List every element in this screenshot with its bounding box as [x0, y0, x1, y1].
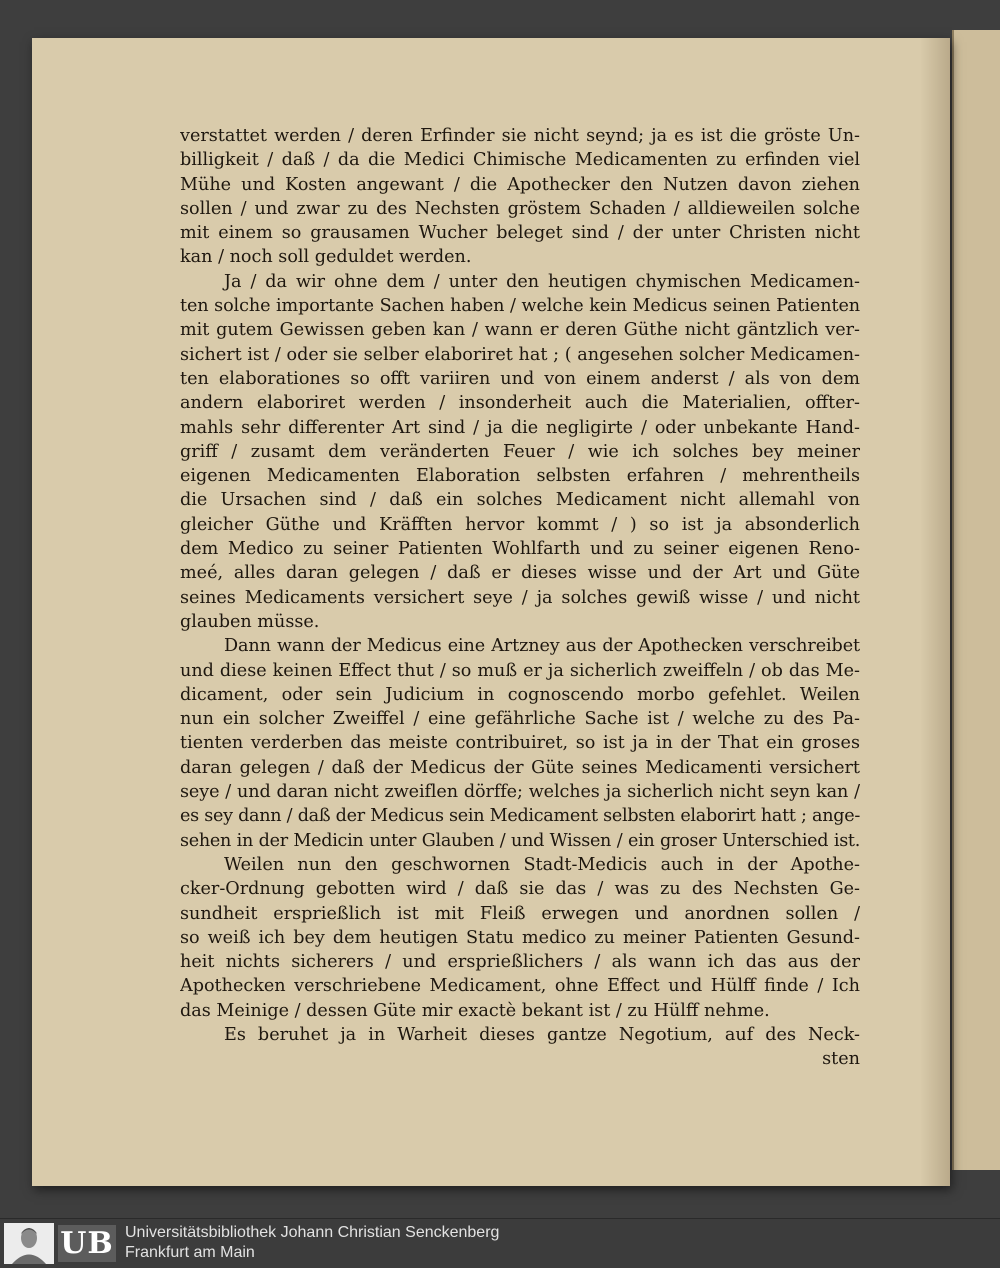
text-line: sollen / und zwar zu des Nechsten gröstem Schaden / alldieweilen solche	[180, 198, 860, 219]
text-line: kan / noch soll geduldet werden.	[180, 247, 472, 268]
text-line: so weiß ich bey dem heutigen Statu medico zu meiner Patienten Gesund-	[180, 927, 860, 948]
text-line: und diese keinen Effect thut / so muß er ja sicherlich zweiffeln / ob das Me-	[180, 660, 860, 681]
text-line: gleicher Güthe und Kräfften hervor kommt / ) so ist ja absonderlich	[180, 514, 860, 535]
document-page	[32, 38, 950, 1186]
paragraph-start-line: Dann wann der Medicus eine Artzney aus der Apothecken verschreibet	[224, 636, 860, 657]
text-line: eigenen Medicamenten Elaboration selbsten erfahren / mehrentheils	[180, 466, 860, 487]
text-line: meé, alles daran gelegen / daß er dieses wisse und der Art und Güte	[180, 563, 860, 584]
text-line: Mühe und Kosten angewant / die Apothecker den Nutzen davon ziehen	[180, 174, 860, 195]
text-line: daran gelegen / daß der Medicus der Güte seines Medicamenti versichert	[180, 757, 860, 778]
text-line: mit einem so grausamen Wucher beleget sind / der unter Christen nicht	[180, 223, 860, 244]
portrait-icon	[4, 1223, 54, 1264]
text-line: seines Medicaments versichert seye / ja solches gewiß wisse / und nicht	[180, 587, 860, 608]
text-line: dicament, oder sein Judicium in cognoscendo morbo gefehlet. Weilen	[180, 684, 860, 705]
library-logo	[4, 1223, 116, 1264]
text-line: dem Medico zu seiner Patienten Wohlfarth und zu seiner eigenen Reno-	[180, 539, 860, 560]
text-line: Apothecken verschriebene Medicament, ohne Effect und Hülff finde / Ich	[180, 976, 860, 997]
text-line: cker-Ordnung gebotten wird / daß sie das / was zu des Nechsten Ge-	[180, 879, 860, 900]
text-line: billigkeit / daß / da die Medici Chimische Medicamenten zu erfinden viel	[180, 150, 860, 171]
text-line: die Ursachen sind / daß ein solches Medicament nicht allemahl von	[180, 490, 860, 511]
catchword: sten	[822, 1049, 860, 1070]
text-line: seye / und daran nicht zweiflen dörffe; welches ja sicherlich nicht seyn kan /	[180, 782, 860, 803]
body-text	[180, 124, 860, 1072]
text-line: das Meinige / dessen Güte mir exactè bekant ist / zu Hülff nehme.	[180, 1000, 770, 1021]
text-line: mahls sehr differenter Art sind / ja die negligirte / oder unbekante Hand-	[180, 417, 860, 438]
text-line: verstattet werden / deren Erfinder sie nicht seynd; ja es ist die gröste Un-	[180, 126, 860, 146]
text-line: sehen in der Medicin unter Glauben / und Wissen / ein groser Unterschied ist.	[180, 830, 860, 851]
text-line: glauben müsse.	[180, 611, 320, 632]
library-footer	[0, 1218, 1000, 1268]
logo-text: UB	[58, 1225, 116, 1262]
paragraph-start-line: Weilen nun den geschwornen Stadt-Medicis auch in der Apothe-	[224, 854, 860, 875]
facing-page-edge	[952, 30, 1000, 1170]
library-city: Frankfurt am Main	[125, 1244, 255, 1261]
text-line: andern elaboriret werden / insonderheit auch die Materialien, offter-	[180, 393, 860, 414]
paragraph-start-line: Ja / da wir ohne dem / unter den heutigen chymischen Medicamen-	[224, 271, 860, 292]
text-line: tienten verderben das meiste contribuiret, so ist ja in der That ein groses	[180, 733, 860, 754]
paragraph-start-line: Es beruhet ja in Warheit dieses gantze Negotium, auf des Neck-	[224, 1024, 860, 1045]
text-line: mit gutem Gewissen geben kan / wann er deren Güthe nicht gäntzlich ver-	[180, 320, 860, 341]
text-line: nun ein solcher Zweiffel / eine gefährliche Sache ist / welche zu des Pa-	[180, 709, 860, 730]
text-line: sundheit ersprießlich ist mit Fleiß erwegen und anordnen sollen /	[180, 903, 860, 924]
text-line: sichert ist / oder sie selber elaboriret hat ; ( angesehen solcher Medicamen-	[180, 344, 860, 365]
library-name: Universitätsbibliothek Johann Christian Senckenberg	[125, 1224, 500, 1241]
text-line: griff / zusamt dem veränderten Feuer / wie ich solches bey meiner	[180, 441, 860, 462]
text-line: heit nichts sicherers / und ersprießlichers / als wann ich das aus der	[180, 952, 860, 973]
library-credit	[125, 1223, 499, 1263]
text-line: es sey dann / daß der Medicus sein Medicament selbsten elaborirt hatt ; ange-	[180, 806, 860, 827]
text-line: ten solche importante Sachen haben / welche kein Medicus seinen Patienten	[180, 296, 860, 317]
text-line: ten elaborationes so offt variiren und von einem anderst / als von dem	[180, 368, 860, 389]
